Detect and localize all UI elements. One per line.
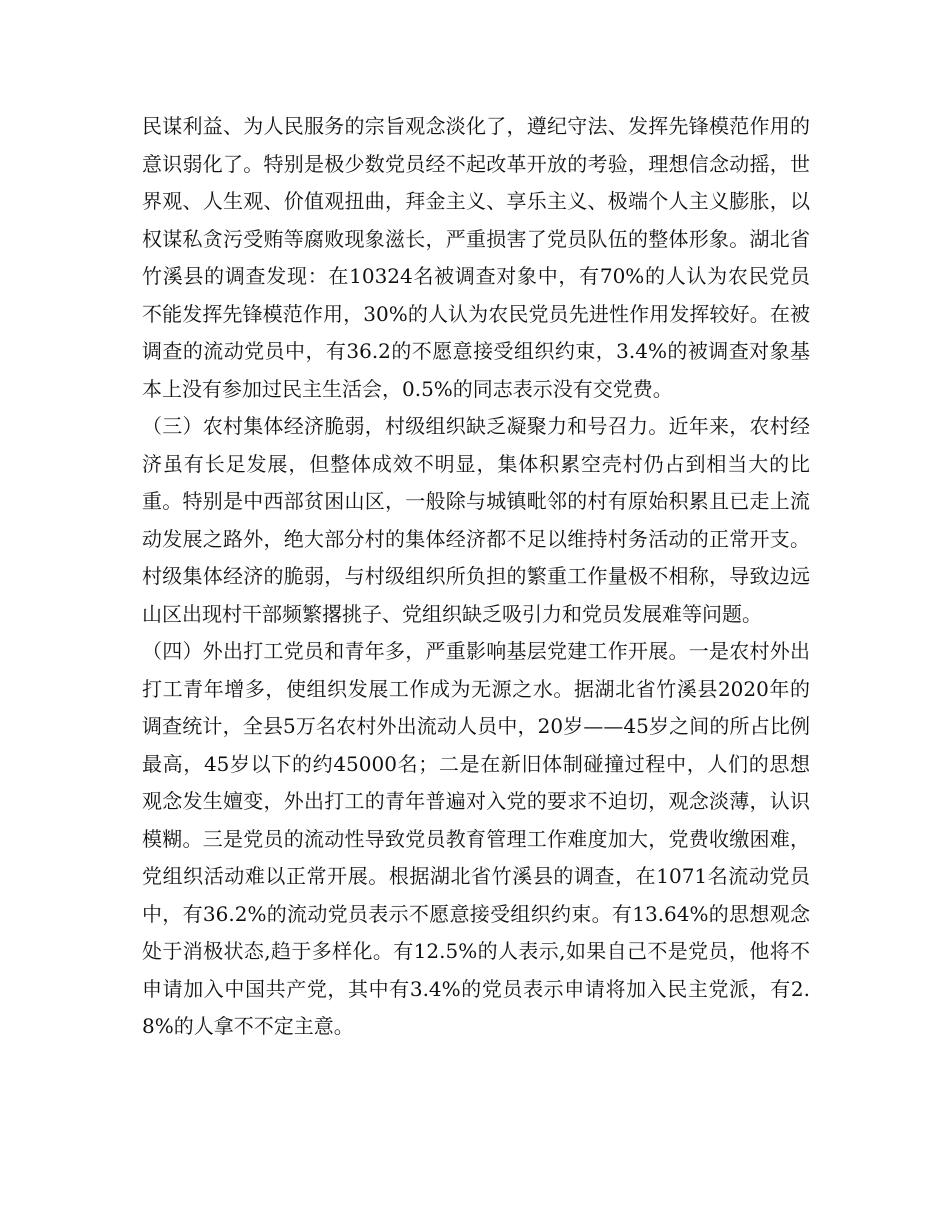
paragraph-continuation: 民谋利益、为人民服务的宗旨观念淡化了，遵纪守法、发挥先锋模范作用的意识弱化了。特别是极少数党员经不起改革开放的考验，理想信念动摇，世界观、人生观、价值观扭曲，拜金主义、享乐主义、极端个人主义膨胀，以权谋私贪污受贿等腐败现象滋长，严重损害了党员队伍的整体形象。湖北省竹溪县的调查发现：在10324名被调查对象中，有70%的人认为农民党员不能发挥先锋模范作用，30%的人认为农民党员先进性作用发挥较好。在被调查的流动党员中，有36.2的不愿意接受组织约束，3.4%的被调查对象基本上没有参加过民主生活会，0.5%的同志表示没有交党费。: [142, 114, 810, 401]
paragraph-section-four: （四）外出打工党员和青年多，严重影响基层党建工作开展。一是农村外出打工青年增多，使组织发展工作成为无源之水。据湖北省竹溪县2020年的调查统计，全县5万名农村外出流动人员中，20岁——45岁之间的所占比例最高，45岁以下的约45000名；二是在新旧体制碰撞过程中，人们的思想观念发生嬗变，外出打工的青年普遍对入党的要求不迫切，观念淡薄，认识模糊。三是党员的流动性导致党员教育管理工作难度加大，党费收缴困难，党组织活动难以正常开展。根据湖北省竹溪县的调查，在1071名流动党员中，有36.2%的流动党员表示不愿意接受组织约束。有13.64%的思想观念处于消极状态,趋于多样化。有12.5%的人表示,如果自己不是党员，他将不申请加入中国共产党，其中有3.4%的党员表示申请将加入民主党派，有2.8%的人拿不不定主意。: [142, 639, 810, 1038]
paragraph-section-three: （三）农村集体经济脆弱，村级组织缺乏凝聚力和号召力。近年来，农村经济虽有长足发展，但整体成效不明显，集体积累空壳村仍占到相当大的比重。特别是中西部贫困山区，一般除与城镇毗邻的村有原始积累且已走上流动发展之路外，绝大部分村的集体经济都不足以维持村务活动的正常开支。村级集体经济的脆弱，与村级组织所负担的繁重工作量极不相称，导致边远山区出现村干部频繁撂挑子、党组织缺乏吸引力和党员发展难等问题。: [142, 414, 810, 626]
body-text: [142, 108, 810, 1046]
